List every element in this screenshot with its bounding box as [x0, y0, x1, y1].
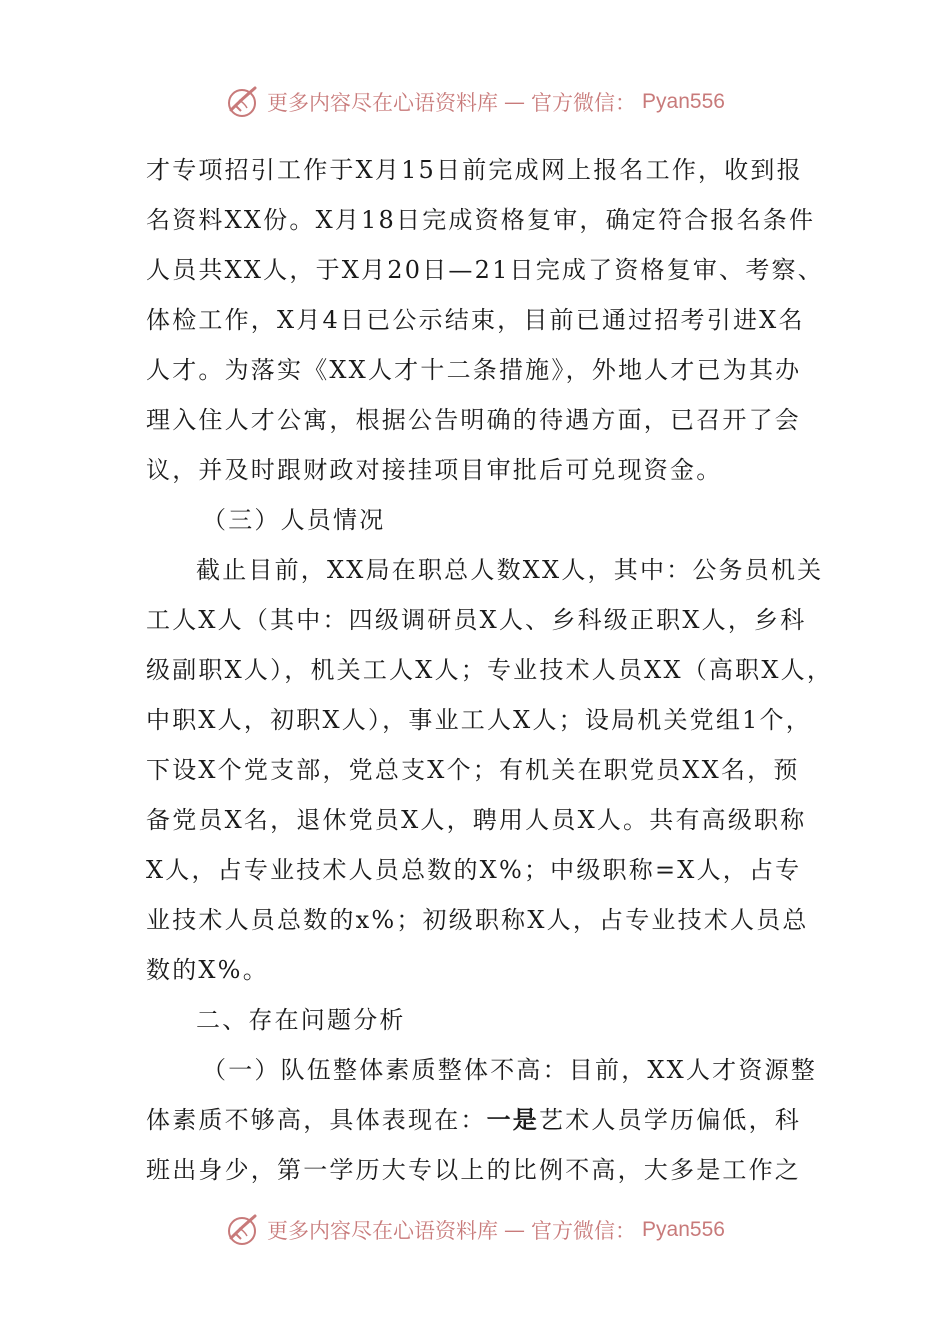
text-line: 工人X人（其中：四级调研员X人、乡科级正职X人，乡科 [146, 606, 807, 634]
banner-wechat-id: Pyan556 [642, 1218, 725, 1241]
text-line: 班出身少，第一学历大专以上的比例不高，大多是工作之 [146, 1156, 801, 1184]
text-line: 中职X人，初职X人），事业工人X人；设局机关党组1个， [146, 706, 812, 734]
text-line: 理入住人才公寓，根据公告明确的待遇方面，已召开了会 [146, 406, 801, 434]
banner-main-text: 更多内容尽在心语资料库 [267, 91, 499, 115]
text-fragment: 艺术人员学历偏低，科 [539, 1106, 802, 1134]
text-line: 才专项招引工作于X月15日前完成网上报名工作，收到报 [146, 156, 803, 184]
text-line: 下设X个党支部，党总支X个；有机关在职党员XX名，预 [146, 756, 800, 784]
text-line: 议，并及时跟财政对接挂项目审批后可兑现资金。 [146, 456, 723, 484]
header-banner [0, 82, 950, 122]
banner-sub-text: 官方微信： [531, 91, 637, 115]
banner-dash: — [504, 1218, 526, 1242]
pen-logo-icon [225, 1212, 261, 1248]
text-line: 业技术人员总数的x%；初级职称X人，占专业技术人员总 [146, 906, 809, 934]
banner-wechat-id: Pyan556 [642, 90, 725, 113]
document-body [146, 145, 834, 1195]
text-line: 数的X%。 [146, 956, 269, 984]
text-fragment: 体素质不够高，具体表现在： [146, 1106, 487, 1134]
text-line [146, 1095, 826, 1145]
section-heading: （三）人员情况 [202, 506, 386, 534]
banner-dash: — [504, 90, 526, 114]
emphasis-text: 一是 [486, 1105, 540, 1134]
footer-banner [0, 1210, 950, 1250]
text-line: 备党员X名，退休党员X人，聘用人员X人。共有高级职称 [146, 806, 807, 834]
text-line: 人才。为落实《XX人才十二条措施》，外地人才已为其办 [146, 356, 802, 384]
text-line: 截止目前，XX局在职总人数XX人，其中：公务员机关 [196, 556, 824, 584]
pen-logo-icon [225, 84, 261, 120]
text-line: 体检工作，X月4日已公示结束，目前已通过招考引进X名 [146, 306, 805, 334]
text-line: 名资料XX份。X月18日完成资格复审，确定符合报名条件 [146, 206, 816, 234]
banner-sub-text: 官方微信： [531, 1219, 637, 1243]
section-heading: 二、存在问题分析 [196, 1006, 406, 1034]
text-line: X人，占专业技术人员总数的X%；中级职称=X人，占专 [146, 856, 802, 884]
text-line: （一）队伍整体素质整体不高：目前，XX人才资源整 [202, 1056, 817, 1084]
banner-main-text: 更多内容尽在心语资料库 [267, 1219, 499, 1243]
text-line: 级副职X人），机关工人X人；专业技术人员XX（高职X人， [146, 656, 834, 684]
text-line: 人员共XX人，于X月20日—21日完成了资格复审、考察、 [146, 256, 824, 284]
